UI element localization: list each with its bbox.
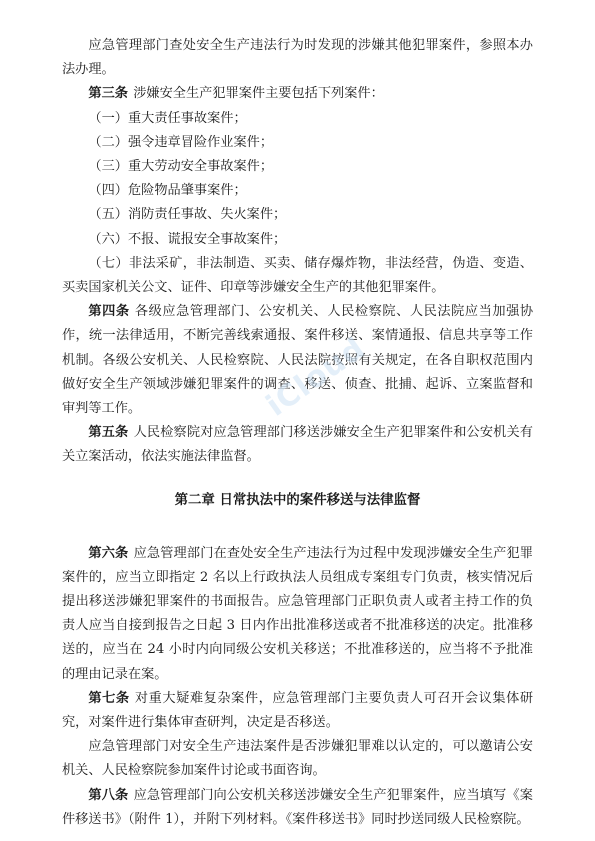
article-4-paragraph: [62, 300, 533, 421]
article-3-item: （三）重大劳动安全事故案件；: [88, 159, 274, 175]
article-3-item: （五）消防责任事故、失火案件；: [88, 207, 287, 223]
article-3-item: （六）不报、谎报安全事故案件；: [88, 231, 287, 247]
watermark-logo: iCloud: [260, 330, 372, 424]
article-7-paragraph-2: 应急管理部门对安全生产违法案件是否涉嫌犯罪难以认定的，可以邀请公安机关、人民检察院参加案件讨论或书面咨询。: [62, 739, 533, 779]
article-3-heading: [62, 82, 533, 106]
article-7-label: 第七条: [88, 690, 130, 706]
article-3-label: 第三条: [88, 86, 128, 102]
article-8-label: 第八条: [88, 787, 129, 803]
article-8-paragraph: [62, 784, 533, 832]
article-6-paragraph: [62, 542, 533, 687]
article-6-label: 第六条: [88, 545, 129, 561]
article-4-text: 各级应急管理部门、公安机关、人民检察院、人民法院应当加强协作，统一法律适用，不断完善线索通报、案件移送、案情通报、信息共享等工作机制。各级公安机关、人民检察院、人民法院按照有关规定，在各自职权范围内做好安全生产领域涉嫌犯罪案件的调查、移送、侦查、批捕、起诉、立案监督和审判等工作。: [62, 304, 534, 417]
article-3-text: 涉嫌安全生产犯罪案件主要包括下列案件：: [133, 86, 384, 102]
article-3-item: （一）重大责任事故案件；: [88, 110, 247, 126]
intro-paragraph: 应急管理部门查处安全生产违法行为时发现的涉嫌其他犯罪案件，参照本办法办理。: [62, 38, 533, 78]
article-3-item: （七）非法采矿，非法制造、买卖、储存爆炸物，非法经营，伪造、变造、买卖国家机关公文、证件、印章等涉嫌安全生产的其他犯罪案件。: [62, 255, 533, 296]
chapter-2-title: 第二章 日常执法中的案件移送与法律监督: [174, 491, 421, 508]
article-5-paragraph: [62, 421, 533, 469]
article-4-label: 第四条: [88, 304, 130, 320]
article-7-text: 对重大疑难复杂案件，应急管理部门主要负责人可召开会议集体研究，对案件进行集体审查研判，决定是否移送。: [62, 690, 534, 731]
article-5-text: 人民检察院对应急管理部门移送涉嫌安全生产犯罪案件和公安机关有关立案活动，依法实施法律监督。: [62, 425, 533, 465]
article-6-text: 应急管理部门在查处安全生产违法行为过程中发现涉嫌安全生产犯罪案件的，应当立即指定 2 名以上行政执法人员组成专案组专门负责，核实情况后提出移送涉嫌犯罪案件的书面报告。应急管理部门正职负责人或者主持工作的负责人应当自接到报告之日起 3 日内作出批准移送或者不批准移送的决定。批准移送的，应当在 24 小时内向同级公安机关移送；不批准移送的，应当将不予批准的理由记录在案。: [62, 545, 533, 682]
article-8-text: 应急管理部门向公安机关移送涉嫌安全生产犯罪案件，应当填写《案件移送书》（附件 1），并附下列材料。《案件移送书》同时抄送同级人民检察院。: [62, 787, 533, 827]
article-3-item: （二）强令违章冒险作业案件；: [88, 134, 274, 150]
article-3-item: （四）危险物品肇事案件；: [88, 183, 247, 199]
article-7-paragraph: [62, 687, 533, 735]
article-3-list: [62, 107, 533, 301]
article-5-label: 第五条: [88, 425, 129, 441]
